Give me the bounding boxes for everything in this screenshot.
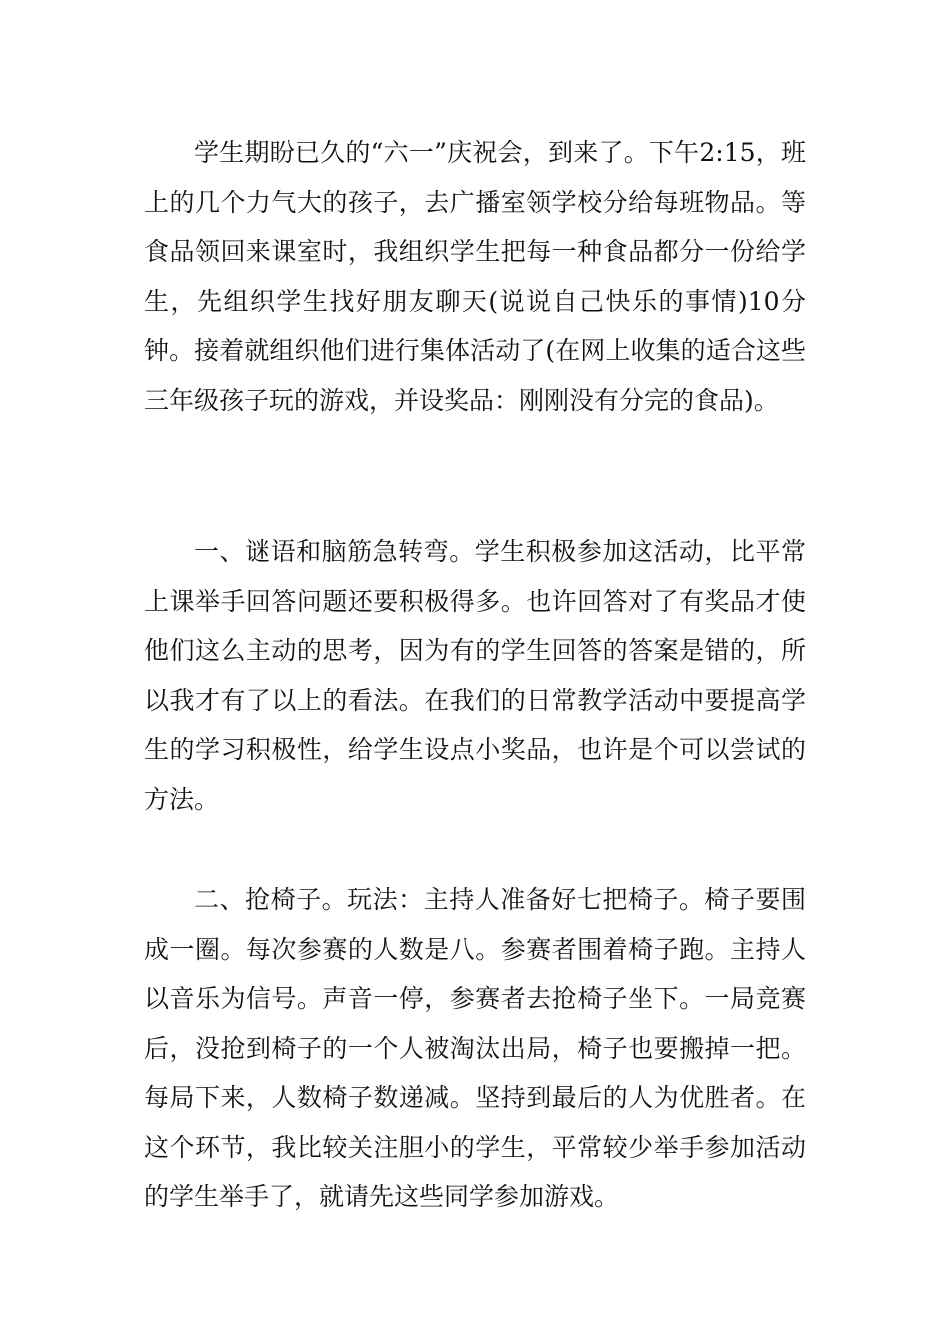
paragraph-riddles: 一、谜语和脑筋急转弯。学生积极参加这活动，比平常上课举手回答问题还要积极得多。也许回答对了有奖品才使他们这么主动的思考，因为有的学生回答的答案是错的，所以我才有了以上的看法。在我们的日常教学活动中要提高学生的学习积极性，给学生设点小奖品，也许是个可以尝试的方法。 — [144, 537, 806, 814]
paragraph-intro: 学生期盼已久的“六一”庆祝会，到来了。下午2:15，班上的几个力气大的孩子，去广播室领学校分给每班物品。等食品领回来课室时，我组织学生把每一种食品都分一份给学生，先组织学生找好朋友聊天(说说自己快乐的事情)10分钟。接着就组织他们进行集体活动了(在网上收集的适合这些三年级孩子玩的游戏，并设奖品：刚刚没有分完的食品)。 — [144, 138, 806, 415]
paragraph-musical-chairs: 二、抢椅子。玩法：主持人准备好七把椅子。椅子要围成一圈。每次参赛的人数是八。参赛者围着椅子跑。主持人以音乐为信号。声音一停，参赛者去抢椅子坐下。一局竞赛后，没抢到椅子的一个人被淘汰出局，椅子也要搬掉一把。每局下来，人数椅子数递减。坚持到最后的人为优胜者。在这个环节，我比较关注胆小的学生，平常较少举手参加活动的学生举手了，就请先这些同学参加游戏。 — [144, 885, 806, 1211]
